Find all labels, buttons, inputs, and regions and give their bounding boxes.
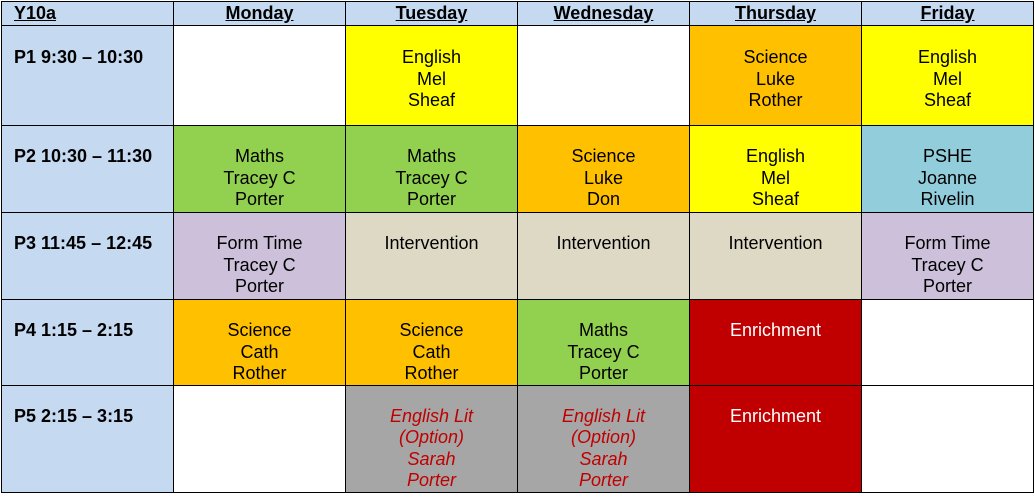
lesson-line: Porter	[578, 470, 629, 490]
lesson-line: Maths	[406, 146, 457, 166]
lesson-line: Intervention	[384, 233, 479, 253]
lesson-line: (Option)	[398, 427, 465, 447]
lesson-cell-tuesday	[346, 385, 518, 492]
lesson-cell-tuesday	[346, 126, 518, 213]
lesson-cell-thursday	[690, 26, 862, 126]
day-header-thursday: Thursday	[690, 2, 862, 26]
timetable	[1, 1, 1034, 493]
lesson-line: English Lit	[561, 405, 646, 426]
lesson-line: Maths	[578, 320, 629, 340]
day-header-friday: Friday	[862, 2, 1034, 26]
lesson-line: Enrichment	[729, 320, 822, 340]
lesson-line: Sarah	[407, 448, 456, 469]
lesson-line: Porter	[234, 276, 285, 296]
lesson-line: Porter	[578, 363, 629, 383]
period-label: P5 2:15 – 3:15	[2, 385, 174, 492]
header-row	[2, 2, 1034, 26]
lesson-line: Tracey C	[223, 254, 296, 275]
lesson-cell-friday	[862, 126, 1034, 213]
period-label: P1 9:30 – 10:30	[2, 26, 174, 126]
lesson-cell-monday	[174, 385, 346, 492]
lesson-cell-thursday	[690, 126, 862, 213]
lesson-line: Enrichment	[729, 405, 822, 426]
lesson-line: Luke	[583, 167, 624, 188]
lesson-cell-thursday	[690, 385, 862, 492]
lesson-cell-friday	[862, 300, 1034, 386]
period-label: P4 1:15 – 2:15	[2, 300, 174, 386]
lesson-line: English	[401, 47, 462, 67]
lesson-line: Form Time	[216, 233, 303, 253]
lesson-line: Tracey C	[911, 254, 984, 275]
lesson-line: Cath	[412, 341, 451, 362]
day-header-tuesday: Tuesday	[346, 2, 518, 26]
lesson-cell-friday	[862, 26, 1034, 126]
lesson-line: Cath	[240, 341, 279, 362]
lesson-line: PSHE	[922, 146, 973, 166]
lesson-line: Don	[586, 189, 621, 209]
lesson-line: English Lit	[389, 405, 474, 426]
lesson-cell-wednesday	[518, 300, 690, 386]
lesson-line: Porter	[406, 189, 457, 209]
lesson-cell-monday	[174, 126, 346, 213]
lesson-cell-wednesday	[518, 213, 690, 300]
lesson-line: Science	[399, 320, 464, 340]
lesson-cell-friday	[862, 213, 1034, 300]
period-label: P2 10:30 – 11:30	[2, 126, 174, 213]
period-row-2	[2, 126, 1034, 213]
lesson-line: Rother	[404, 363, 459, 383]
period-row-4	[2, 300, 1034, 386]
lesson-line: Sarah	[579, 448, 628, 469]
lesson-line: Tracey C	[223, 167, 296, 188]
lesson-line: Science	[743, 47, 808, 67]
lesson-line: Intervention	[556, 233, 651, 253]
lesson-cell-monday	[174, 300, 346, 386]
lesson-line: Intervention	[728, 233, 823, 253]
lesson-cell-monday	[174, 26, 346, 126]
day-header-wednesday: Wednesday	[518, 2, 690, 26]
lesson-cell-thursday	[690, 300, 862, 386]
lesson-line: Rivelin	[920, 189, 975, 209]
lesson-line: Science	[571, 146, 636, 166]
lesson-cell-wednesday	[518, 126, 690, 213]
lesson-line: Form Time	[904, 233, 991, 253]
lesson-line: Luke	[755, 68, 796, 89]
period-row-1	[2, 26, 1034, 126]
day-header-monday: Monday	[174, 2, 346, 26]
period-row-3	[2, 213, 1034, 300]
lesson-cell-tuesday	[346, 26, 518, 126]
lesson-line: Sheaf	[407, 90, 456, 110]
lesson-line: Science	[227, 320, 292, 340]
lesson-line: Mel	[932, 68, 962, 89]
lesson-cell-tuesday	[346, 300, 518, 386]
period-label: P3 11:45 – 12:45	[2, 213, 174, 300]
lesson-cell-thursday	[690, 213, 862, 300]
lesson-line: Tracey C	[567, 341, 640, 362]
lesson-line: Maths	[234, 146, 285, 166]
lesson-cell-wednesday	[518, 385, 690, 492]
lesson-line: Tracey C	[395, 167, 468, 188]
lesson-line: English	[745, 146, 806, 166]
period-row-5	[2, 385, 1034, 492]
lesson-line: Rother	[232, 363, 287, 383]
lesson-cell-wednesday	[518, 26, 690, 126]
lesson-line: Joanne	[917, 167, 978, 188]
lesson-line: Sheaf	[923, 90, 972, 110]
lesson-line: Mel	[760, 167, 790, 188]
lesson-line: Rother	[748, 90, 803, 110]
class-label: Y10a	[2, 2, 174, 26]
lesson-cell-monday	[174, 213, 346, 300]
lesson-line: (Option)	[570, 427, 637, 447]
lesson-line: Porter	[406, 470, 457, 490]
lesson-line: Sheaf	[751, 189, 800, 209]
lesson-cell-tuesday	[346, 213, 518, 300]
lesson-line: English	[917, 47, 978, 67]
lesson-cell-friday	[862, 385, 1034, 492]
lesson-line: Porter	[922, 276, 973, 296]
lesson-line: Porter	[234, 189, 285, 209]
lesson-line: Mel	[416, 68, 446, 89]
